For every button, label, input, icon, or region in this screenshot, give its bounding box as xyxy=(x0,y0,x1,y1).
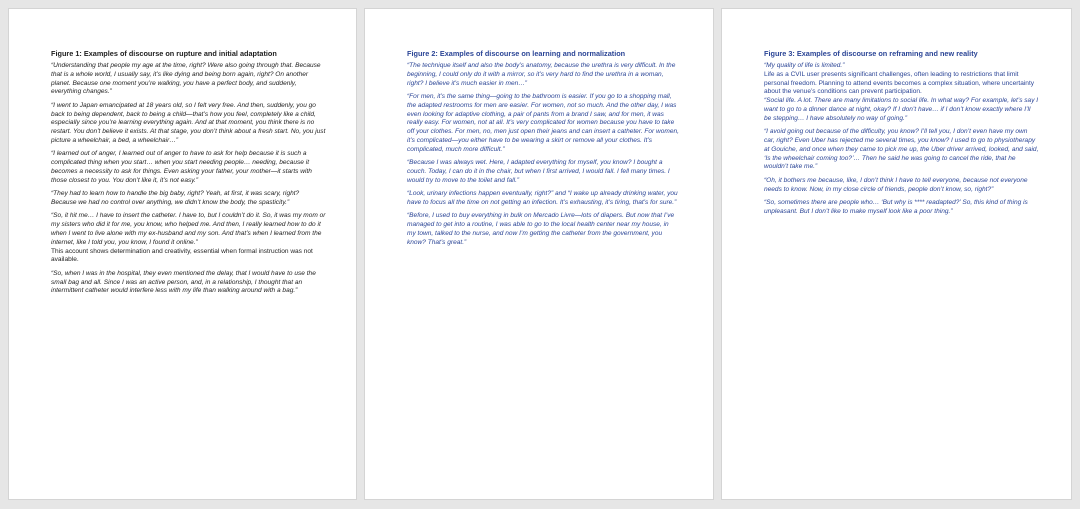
figure-1-quote: “I learned out of anger, I learned out of anger to have to ask for help because it is such a complicated thing when you start… when you start needing people… needing, because it becomes a necessity to ask for things. Even asking your father, your mother—it starts with those closest to you. You don’t like it, it’s not easy.” xyxy=(51,150,312,184)
page-1-content xyxy=(51,49,326,301)
document-page-1 xyxy=(8,8,357,500)
document-page-2 xyxy=(364,8,714,500)
page-3-content xyxy=(764,49,1039,221)
figure-3-quote: “So, sometimes there are people who… ‘But why is **** readapted?’ So, this kind of thing is unpleasant. But I don’t like to make myself look like a poor thing.” xyxy=(764,198,1028,215)
document-page-3 xyxy=(721,8,1072,500)
figure-3-quote: “My quality of life is limited.” xyxy=(764,62,845,69)
figure-2-quote: “Because I was always wet. Here, I adapted everything for myself, you know? I bought a couch. Today, I can do it in the chair, but when I first arrived, I would fall. I fell many times. I would try to move to the toilet and fall.” xyxy=(407,159,670,184)
figure-2-quote: “For men, it’s the same thing—going to the bathroom is easier. If you go to a shopping mall, the adapted restrooms for men are easier. For women, not so much. And the other day, I was even looking for adaptive clothing, a pair of pants from a brand I saw, and for men, it was really easy. For women, not at all. It’s very complicated for women because you have to take off your clothes. For men, no, men just open their jeans and can insert a catheter. For women, it’s complicated—you either have to be wearing a skirt or remove all your clothes. It’s complicated, much more difficult.” xyxy=(407,92,679,153)
page-2-content xyxy=(407,49,679,252)
figure-3-commentary: Life as a CVIL user presents significant challenges, often leading to restrictions that limit personal freedom. Planning to attend events becomes a complex situation, where uncertainty about the venue’s conditions can prevent participation. xyxy=(764,70,1035,96)
figure-3-quote: “Social life. A lot. There are many limitations to social life. In what way? For example, let’s say I want to go to a dinner dance at night, okay? If I don’t have… if I don’t know exactly where I’ll be stepping… I have absolutely no way of going.” xyxy=(764,97,1039,122)
figure-3-quote: “I avoid going out because of the difficulty, you know? I’ll tell you, I don’t even have my own car, right? Even Uber has rejected me several times, you know? I used to go to physiotherapy at Gouiche, and once when they came to pick me up, the Uber driver arrived, looked, and said, ‘Is the wheelchair coming too?’… Then he said he was going to cancel the ride, that he wouldn’t take me.” xyxy=(764,128,1039,171)
figure-1-quote: “I went to Japan emancipated at 18 years old, so I felt very free. And then, suddenly, you go back to being dependent, back to being a child—that’s how you feel, completely like a child, especially since you’re learning everything again. And at that moment, you think there is no restart. You don’t believe it exists. At that stage, you don’t think about a fresh start. No, you just picture a wheelchair, a bed, a wheelchair…” xyxy=(51,101,326,144)
figure-2-quote: “Look, urinary infections happen eventually, right?” and “I wake up already drinking water, you have to focus all the time on not getting an infection. It’s exhausting, it’s tiring, that’s for sure.” xyxy=(407,190,678,206)
figure-3-title: Figure 3: Examples of discourse on reframing and new reality xyxy=(764,49,978,58)
figure-1-quote: “So, it hit me… I have to insert the catheter. I have to, but I couldn’t do it. So, it was my mom or my sisters who did it for me, you know, who helped me. And then, I really learned how to do it when I went to live alone with my ex-husband and my son. And that’s when I learned from the internet, like I told you, you know, I found it online.” xyxy=(51,212,326,246)
figure-1-quote: “Understanding that people my age at the time, right? Were also going through that. Because that is a whole world, I usually say, it’s like dying and being born again, right? On another planet. Because one moment you’re walking, you have a perfect body, and suddenly, everything changes.” xyxy=(51,62,321,96)
figure-2-quote: “Before, I used to buy everything in bulk on Mercado Livre—lots of diapers. But now that I’ve managed to get into a routine, I was able to go to the local health center near my house, in my town, talked to the nurse, and now I’m getting the catheter from the government, you know? That’s great.” xyxy=(407,212,675,246)
figure-1-quote: “So, when I was in the hospital, they even mentioned the delay, that I would have to use the small bag and all. Since I was an active person, and, in a relationship, I thought that an intermittent catheter would interfere less with my life than walking around with a bag.” xyxy=(51,269,316,295)
figure-3-quote: “Oh, it bothers me because, like, I don’t think I have to tell everyone, because not everyone needs to know. Now, in my close circle of friends, people don’t know, so, right?” xyxy=(764,176,1028,193)
figure-1-quote: “They had to learn how to handle the big baby, right? Yeah, at first, it was scary, right? Because we had no control over anything, we didn’t know the body, the spasticity.” xyxy=(51,190,300,206)
figure-1-title: Figure 1: Examples of discourse on rupture and initial adaptation xyxy=(51,49,277,58)
figure-2-title: Figure 2: Examples of discourse on learning and normalization xyxy=(407,49,626,58)
figure-1-commentary: This account shows determination and creativity, essential when formal instruction was not available. xyxy=(51,247,313,264)
figure-2-quote: “The technique itself and also the body’s anatomy, because the urethra is very difficult. In the beginning, I could only do it with a mirror, so it’s very hard to find the urethra in a woman, right? I believe it’s much easier in men…” xyxy=(407,62,676,87)
